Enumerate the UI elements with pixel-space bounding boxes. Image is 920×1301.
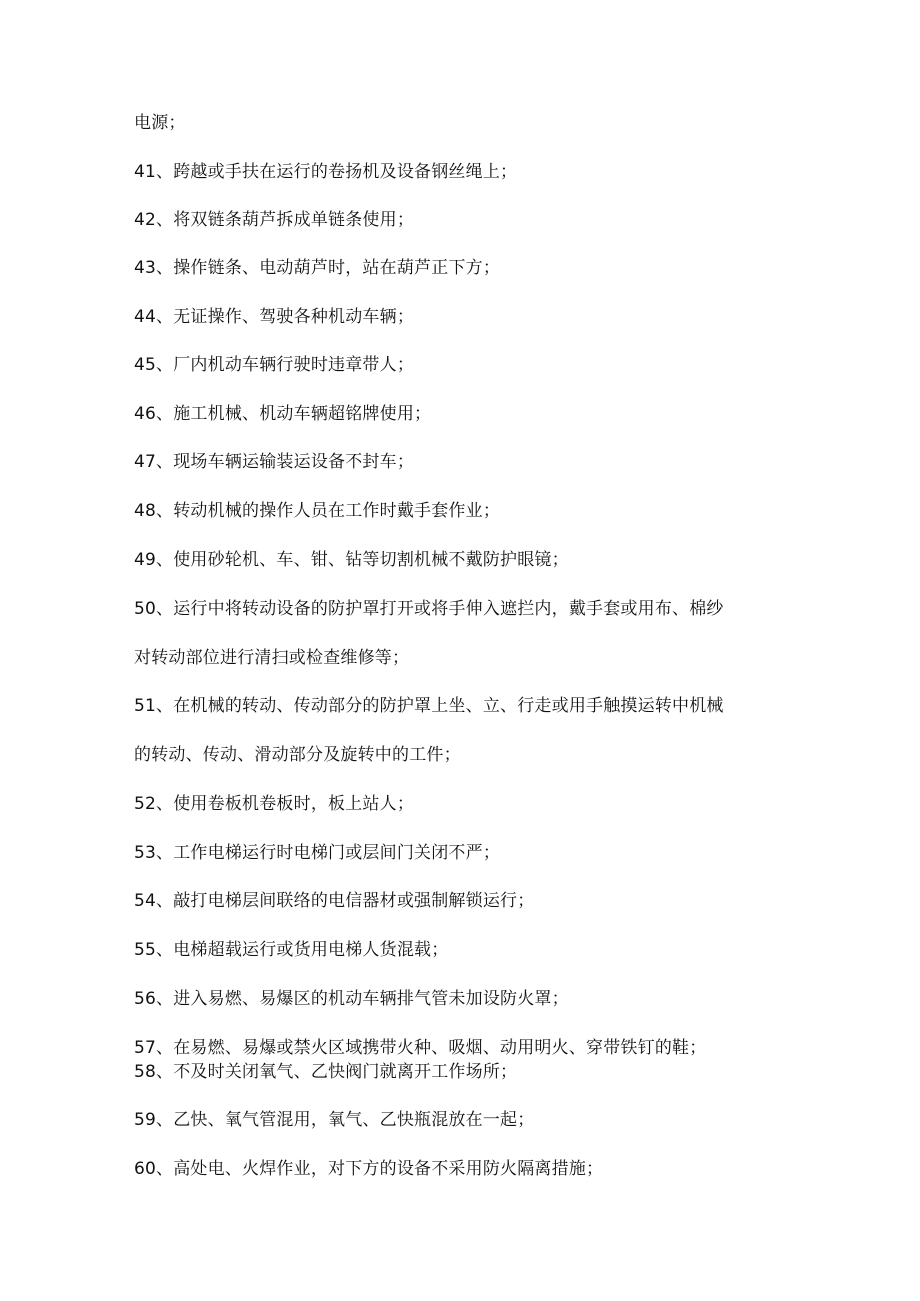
text-line: 56、进入易燃、易爆区的机动车辆排气管未加设防火罩；	[134, 989, 569, 1009]
text-line: 48、转动机械的操作人员在工作时戴手套作业；	[134, 501, 501, 521]
text-line: 59、乙快、氧气管混用，氧气、乙快瓶混放在一起；	[134, 1110, 535, 1130]
text-line: 51、在机械的转动、传动部分的防护罩上坐、立、行走或用手触摸运转中机械	[134, 696, 724, 716]
text-line: 45、厂内机动车辆行驶时违章带人；	[134, 355, 415, 375]
text-line: 54、敲打电梯层间联络的电信器材或强制解锁运行；	[134, 891, 535, 911]
text-line: 电源；	[134, 113, 186, 133]
text-line: 55、电梯超载运行或货用电梯人货混载；	[134, 940, 449, 960]
text-line: 49、使用砂轮机、车、钳、钻等切割机械不戴防护眼镜；	[134, 550, 569, 570]
text-line: 47、现场车辆运输装运设备不封车；	[134, 452, 415, 472]
text-line: 41、跨越或手扶在运行的卷扬机及设备钢丝绳上；	[134, 162, 518, 182]
text-line: 的转动、传动、滑动部分及旋转中的工件；	[134, 745, 461, 765]
text-line: 46、施工机械、机动车辆超铭牌使用；	[134, 404, 432, 424]
text-line: 43、操作链条、电动葫芦时，站在葫芦正下方；	[134, 258, 501, 278]
text-line: 44、无证操作、驾驶各种机动车辆；	[134, 307, 415, 327]
text-line: 58、不及时关闭氧气、乙快阀门就离开工作场所；	[134, 1062, 518, 1082]
text-line: 60、高处电、火焊作业，对下方的设备不采用防火隔离措施；	[134, 1159, 604, 1179]
text-line: 对转动部位进行清扫或检查维修等；	[134, 648, 410, 668]
text-line: 50、运行中将转动设备的防护罩打开或将手伸入遮拦内，戴手套或用布、棉纱	[134, 599, 724, 619]
text-line: 57、在易燃、易爆或禁火区域携带火种、吸烟、动用明火、穿带铁钉的鞋；	[134, 1038, 707, 1058]
text-line: 42、将双链条葫芦拆成单链条使用；	[134, 210, 415, 230]
text-line: 53、工作电梯运行时电梯门或层间门关闭不严；	[134, 843, 501, 863]
text-line: 52、使用卷板机卷板时，板上站人；	[134, 794, 415, 814]
